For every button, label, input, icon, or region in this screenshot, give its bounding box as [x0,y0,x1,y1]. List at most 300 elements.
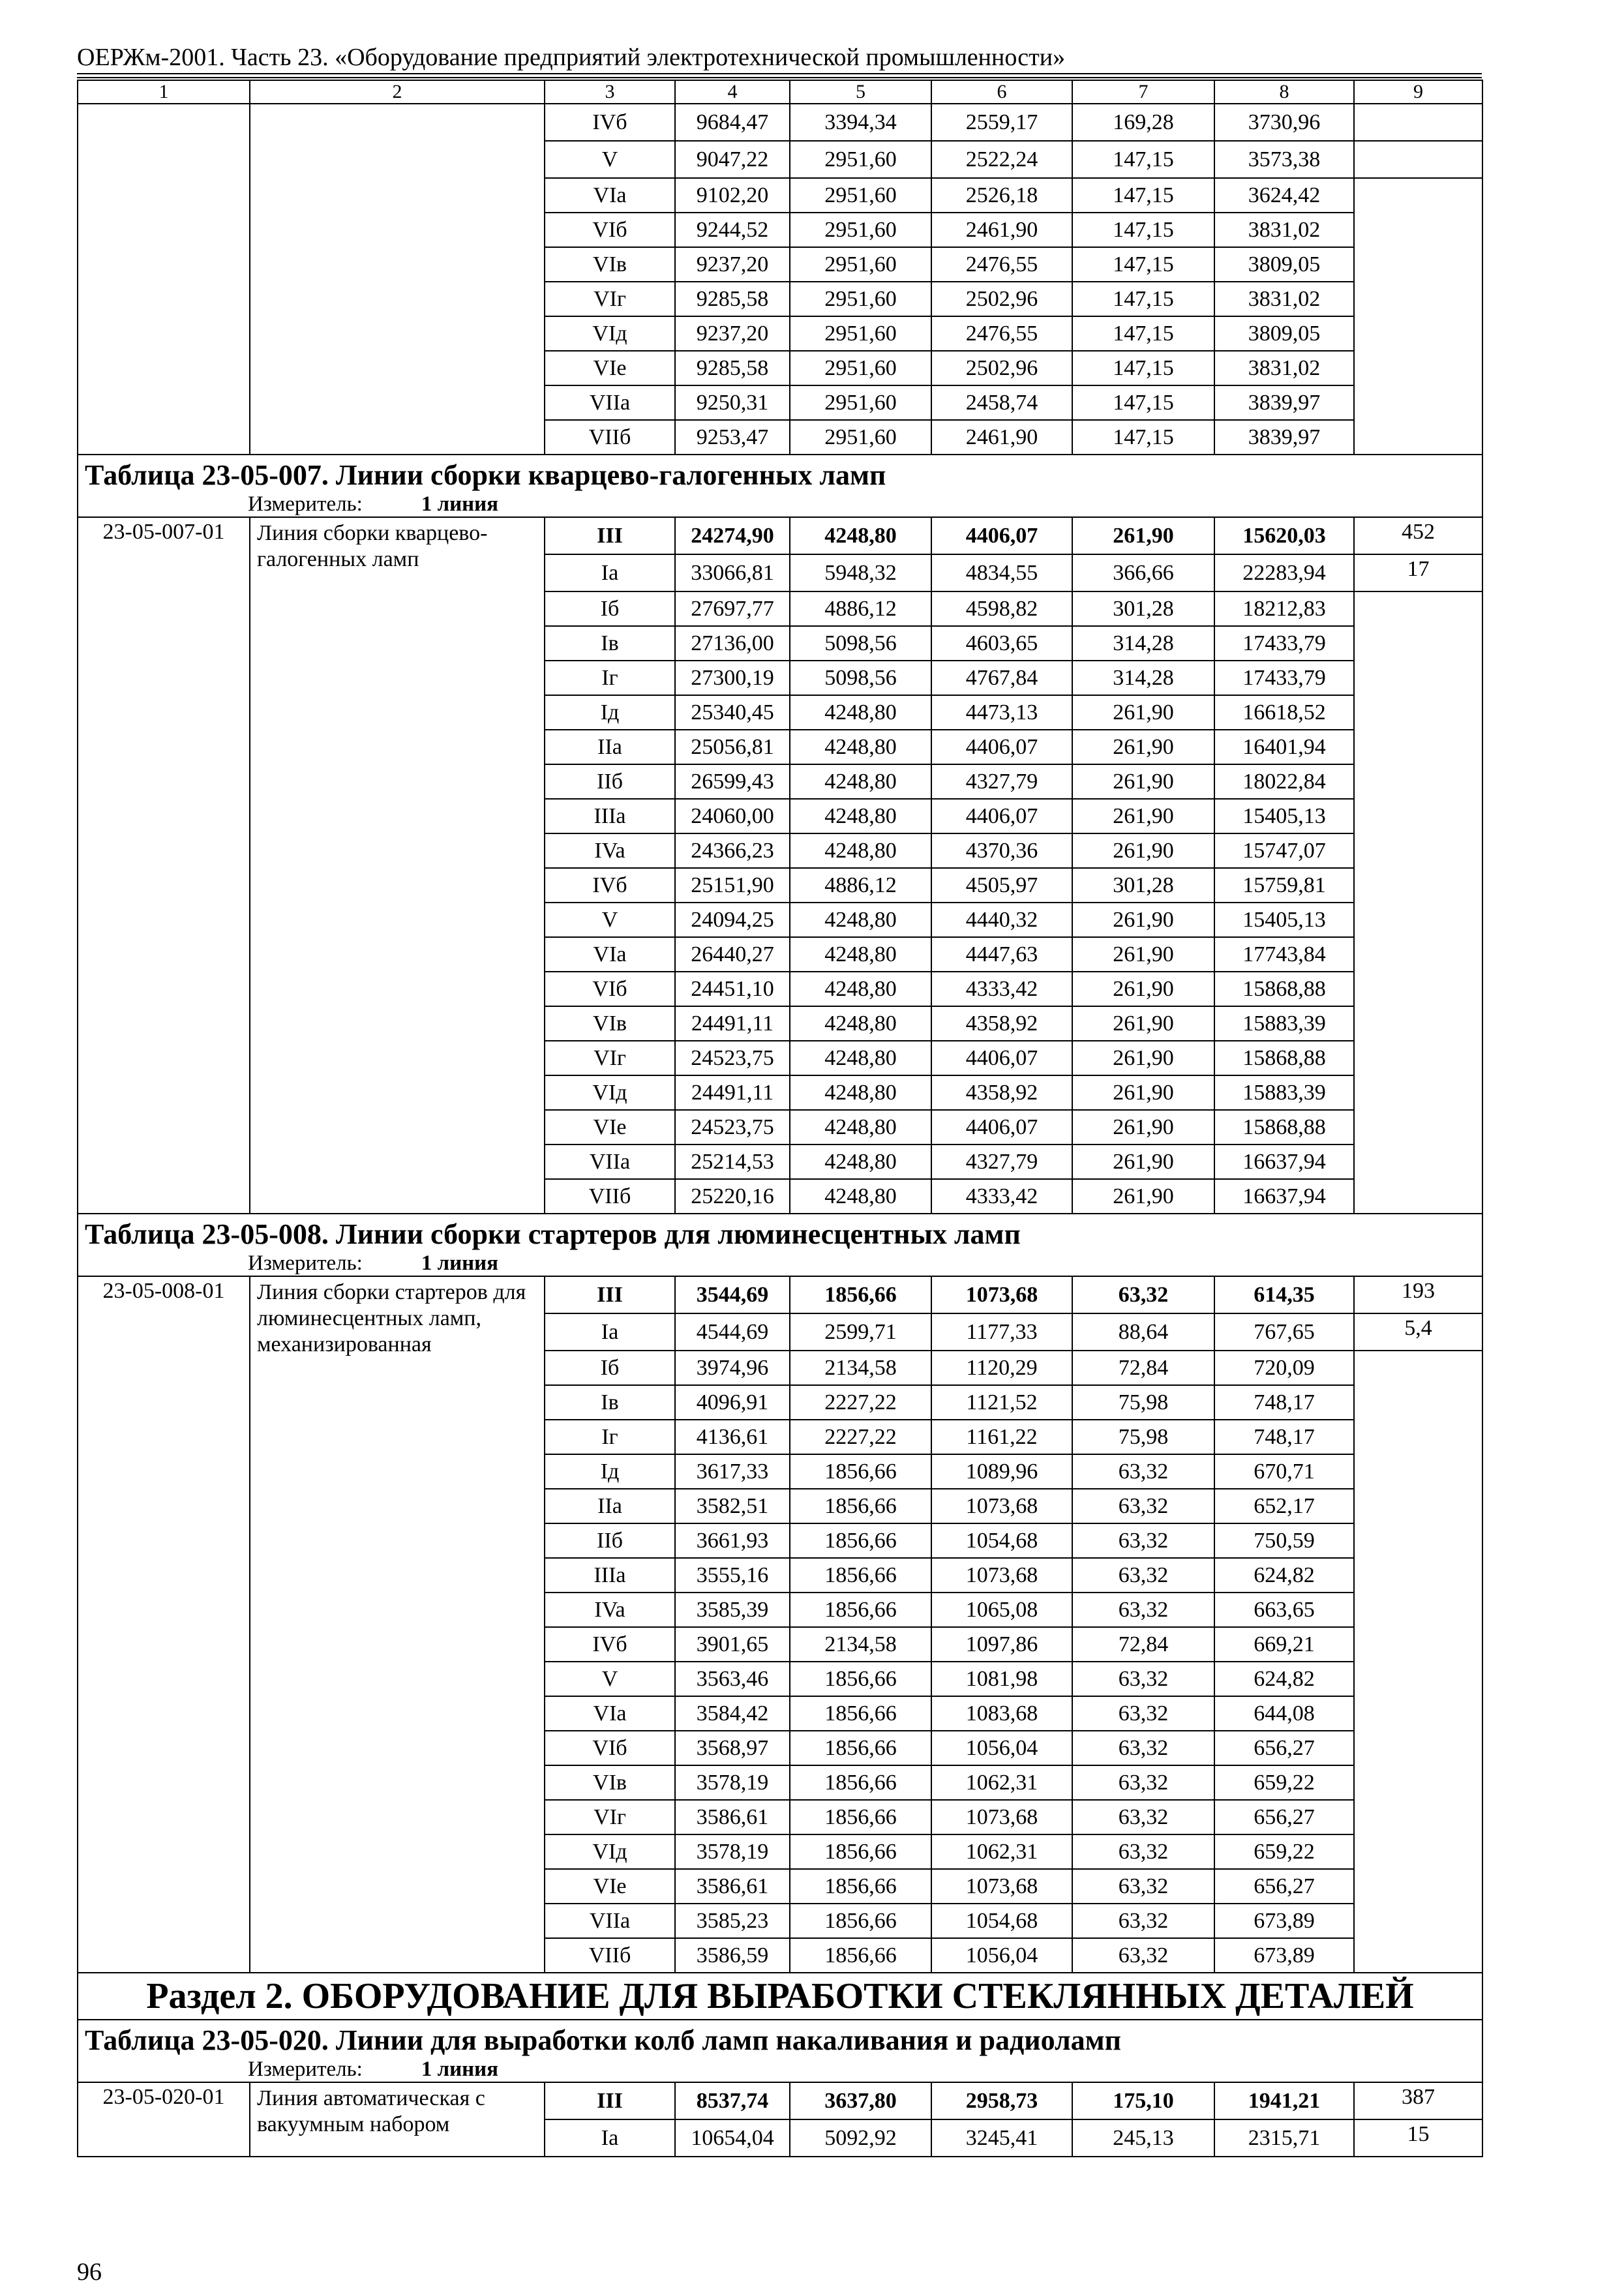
value-cell: 3573,38 [1214,141,1354,178]
value-cell: 4834,55 [931,554,1072,591]
value-cell: 366,66 [1072,554,1214,591]
value-cell: 9244,52 [675,213,790,247]
value-cell: 3586,61 [675,1800,790,1834]
value-cell: 2476,55 [931,247,1072,282]
value-cell: 3809,05 [1214,316,1354,351]
value-cell: 5948,32 [790,554,931,591]
col9-value: 452 [1354,517,1482,554]
value-cell: 63,32 [1072,1558,1214,1593]
value-cell: 26599,43 [675,764,790,799]
table-title: Таблица 23-05-007. Линии сборки кварцево-галогенных ламп [85,459,886,491]
value-cell: 1097,86 [931,1627,1072,1662]
value-cell: 1056,04 [931,1731,1072,1765]
column-number: 3 [545,80,675,104]
region-cell: V [545,1662,675,1696]
value-cell: 2502,96 [931,351,1072,385]
value-cell: 72,84 [1072,1351,1214,1385]
value-cell: 3555,16 [675,1558,790,1593]
value-cell: 2461,90 [931,420,1072,455]
value-cell: 3578,19 [675,1834,790,1869]
region-cell: V [545,141,675,178]
region-cell: VIIб [545,420,675,455]
region-cell: VIб [545,1731,675,1765]
value-cell: 15759,81 [1214,868,1354,903]
value-cell: 16618,52 [1214,695,1354,730]
value-cell: 25340,45 [675,695,790,730]
value-cell: 4358,92 [931,1006,1072,1041]
value-cell: 767,65 [1214,1313,1354,1351]
value-cell: 15620,03 [1214,517,1354,554]
value-cell: 15868,88 [1214,1110,1354,1144]
column-number: 4 [675,80,790,104]
value-cell: 4598,82 [931,591,1072,626]
value-cell: 2951,60 [790,385,931,420]
value-cell: 3586,61 [675,1869,790,1904]
value-cell: 4406,07 [931,1110,1072,1144]
region-cell: Iв [545,1385,675,1420]
value-cell: 1054,68 [931,1523,1072,1558]
value-cell: 261,90 [1072,1006,1214,1041]
value-cell: 25151,90 [675,868,790,903]
table-row [78,1276,1482,1313]
region-cell: VIIa [545,385,675,420]
value-cell: 27300,19 [675,661,790,695]
value-cell: 2951,60 [790,351,931,385]
value-cell: 4544,69 [675,1313,790,1351]
value-cell: 169,28 [1072,104,1214,141]
value-cell: 2951,60 [790,316,931,351]
norm-name: Линия автоматическая с вакуумным набором [250,2082,545,2157]
value-cell: 4248,80 [790,730,931,764]
region-cell: VIд [545,316,675,351]
header-rule [77,77,1482,78]
value-cell: 1856,66 [790,1800,931,1834]
value-cell: 1121,52 [931,1385,1072,1420]
value-cell: 3831,02 [1214,282,1354,316]
value-cell: 2599,71 [790,1313,931,1351]
table-row [78,2082,1482,2119]
value-cell: 63,32 [1072,1869,1214,1904]
value-cell: 3568,97 [675,1731,790,1765]
section-row [78,1973,1482,2020]
value-cell: 147,15 [1072,351,1214,385]
value-cell: 26440,27 [675,937,790,972]
value-cell: 15883,39 [1214,1006,1354,1041]
region-cell: VIб [545,213,675,247]
value-cell: 2227,22 [790,1420,931,1454]
value-cell: 147,15 [1072,420,1214,455]
value-cell: 261,90 [1072,730,1214,764]
value-cell: 9237,20 [675,316,790,351]
column-number: 9 [1354,80,1482,104]
value-cell: 24491,11 [675,1075,790,1110]
value-cell: 1856,66 [790,1454,931,1489]
value-cell: 2502,96 [931,282,1072,316]
region-cell: IIIa [545,1558,675,1593]
region-cell: VIe [545,1110,675,1144]
value-cell: 25214,53 [675,1144,790,1179]
value-cell: 4603,65 [931,626,1072,661]
value-cell: 147,15 [1072,247,1214,282]
region-cell: III [545,2082,675,2119]
value-cell: 2134,58 [790,1627,931,1662]
value-cell: 261,90 [1072,833,1214,868]
value-cell: 4248,80 [790,937,931,972]
table-title-cell [78,455,1482,517]
value-cell: 3584,42 [675,1696,790,1731]
region-cell: IVa [545,833,675,868]
value-cell: 4248,80 [790,517,931,554]
value-cell: 748,17 [1214,1420,1354,1454]
value-cell: 2958,73 [931,2082,1072,2119]
region-cell: Ia [545,554,675,591]
value-cell: 301,28 [1072,591,1214,626]
value-cell: 2461,90 [931,213,1072,247]
value-cell: 1056,04 [931,1938,1072,1973]
value-cell: 4248,80 [790,1110,931,1144]
value-cell: 1120,29 [931,1351,1072,1385]
value-cell: 1073,68 [931,1869,1072,1904]
column-number-row [78,80,1482,104]
value-cell: 261,90 [1072,1041,1214,1075]
value-cell: 72,84 [1072,1627,1214,1662]
value-cell: 4886,12 [790,591,931,626]
value-cell: 1856,66 [790,1696,931,1731]
region-cell: VIд [545,1834,675,1869]
value-cell: 2522,24 [931,141,1072,178]
value-cell: 1073,68 [931,1489,1072,1523]
value-cell: 1161,22 [931,1420,1072,1454]
value-cell: 3974,96 [675,1351,790,1385]
col9-empty [1354,1351,1482,1973]
norm-name [250,104,545,455]
value-cell: 1856,66 [790,1731,931,1765]
value-cell: 63,32 [1072,1765,1214,1800]
region-cell: Iд [545,695,675,730]
value-cell: 1089,96 [931,1454,1072,1489]
value-cell: 750,59 [1214,1523,1354,1558]
value-cell: 63,32 [1072,1834,1214,1869]
table-title-cell [78,2020,1482,2082]
region-cell: VIг [545,1800,675,1834]
value-cell: 4248,80 [790,1006,931,1041]
value-cell: 1856,66 [790,1662,931,1696]
region-cell: VIб [545,972,675,1006]
value-cell: 63,32 [1072,1938,1214,1973]
value-cell: 1856,66 [790,1869,931,1904]
table-title-row [78,1214,1482,1276]
region-cell: VIд [545,1075,675,1110]
value-cell: 4096,91 [675,1385,790,1420]
value-cell: 63,32 [1072,1523,1214,1558]
value-cell: 147,15 [1072,141,1214,178]
region-cell: VIIб [545,1179,675,1214]
value-cell: 3578,19 [675,1765,790,1800]
col9-value [1354,104,1482,141]
value-cell: 33066,81 [675,554,790,591]
col9-value [1354,141,1482,178]
value-cell: 8537,74 [675,2082,790,2119]
value-cell: 147,15 [1072,385,1214,420]
value-cell: 63,32 [1072,1800,1214,1834]
value-cell: 1083,68 [931,1696,1072,1731]
region-cell: Iб [545,591,675,626]
column-number: 8 [1214,80,1354,104]
value-cell: 4370,36 [931,833,1072,868]
value-cell: 4248,80 [790,1075,931,1110]
norms-table [77,80,1483,2157]
value-cell: 261,90 [1072,903,1214,937]
value-cell: 1856,66 [790,1593,931,1627]
norm-code: 23-05-008-01 [78,1276,250,1973]
value-cell: 4406,07 [931,517,1072,554]
value-cell: 4406,07 [931,799,1072,833]
value-cell: 1856,66 [790,1523,931,1558]
value-cell: 4248,80 [790,972,931,1006]
region-cell: VIв [545,247,675,282]
norm-code [78,104,250,455]
value-cell: 2951,60 [790,247,931,282]
norm-name: Линия сборки кварцево-галогенных ламп [250,517,545,1214]
value-cell: 3245,41 [931,2119,1072,2157]
value-cell: 261,90 [1072,972,1214,1006]
value-cell: 748,17 [1214,1385,1354,1420]
value-cell: 27136,00 [675,626,790,661]
value-cell: 9285,58 [675,351,790,385]
value-cell: 670,71 [1214,1454,1354,1489]
value-cell: 9253,47 [675,420,790,455]
region-cell: IVб [545,1627,675,1662]
value-cell: 4248,80 [790,1144,931,1179]
measure-value: 1 линия [421,1251,499,1275]
region-cell: VIa [545,937,675,972]
value-cell: 63,32 [1072,1662,1214,1696]
column-number: 7 [1072,80,1214,104]
value-cell: 4248,80 [790,764,931,799]
value-cell: 261,90 [1072,937,1214,972]
region-cell: Ia [545,2119,675,2157]
value-cell: 16401,94 [1214,730,1354,764]
value-cell: 261,90 [1072,1075,1214,1110]
value-cell: 673,89 [1214,1904,1354,1938]
region-cell: Iб [545,1351,675,1385]
value-cell: 652,17 [1214,1489,1354,1523]
value-cell: 4248,80 [790,833,931,868]
region-cell: VIe [545,351,675,385]
value-cell: 17743,84 [1214,937,1354,972]
value-cell: 1065,08 [931,1593,1072,1627]
value-cell: 4886,12 [790,868,931,903]
column-number: 1 [78,80,250,104]
value-cell: 314,28 [1072,626,1214,661]
value-cell: 624,82 [1214,1662,1354,1696]
value-cell: 4136,61 [675,1420,790,1454]
measure-label: Измеритель: [248,492,363,516]
value-cell: 261,90 [1072,764,1214,799]
measure-line [85,1252,1475,1274]
value-cell: 3617,33 [675,1454,790,1489]
value-cell: 4505,97 [931,868,1072,903]
value-cell: 88,64 [1072,1313,1214,1351]
table-title-row [78,2020,1482,2082]
value-cell: 4767,84 [931,661,1072,695]
value-cell: 75,98 [1072,1420,1214,1454]
region-cell: IIa [545,1489,675,1523]
value-cell: 24451,10 [675,972,790,1006]
region-cell: IVa [545,1593,675,1627]
value-cell: 1856,66 [790,1904,931,1938]
value-cell: 5092,92 [790,2119,931,2157]
column-number: 2 [250,80,545,104]
region-cell: IVб [545,868,675,903]
value-cell: 3637,80 [790,2082,931,2119]
value-cell: 2315,71 [1214,2119,1354,2157]
value-cell: 1054,68 [931,1904,1072,1938]
region-cell: VIIa [545,1904,675,1938]
value-cell: 15405,13 [1214,799,1354,833]
value-cell: 9237,20 [675,247,790,282]
value-cell: 63,32 [1072,1489,1214,1523]
value-cell: 2951,60 [790,213,931,247]
value-cell: 4248,80 [790,903,931,937]
value-cell: 147,15 [1072,178,1214,213]
value-cell: 15868,88 [1214,1041,1354,1075]
value-cell: 3831,02 [1214,213,1354,247]
value-cell: 175,10 [1072,2082,1214,2119]
region-cell: Ia [545,1313,675,1351]
col9-value: 193 [1354,1276,1482,1313]
value-cell: 63,32 [1072,1904,1214,1938]
region-cell: VIв [545,1765,675,1800]
value-cell: 3582,51 [675,1489,790,1523]
region-cell: Iг [545,1420,675,1454]
page-number: 96 [77,2258,102,2286]
value-cell: 261,90 [1072,517,1214,554]
value-cell: 1177,33 [931,1313,1072,1351]
value-cell: 4333,42 [931,1179,1072,1214]
measure-value: 1 линия [421,2057,499,2081]
value-cell: 24523,75 [675,1110,790,1144]
measure-line [85,493,1475,515]
value-cell: 18212,83 [1214,591,1354,626]
value-cell: 4248,80 [790,1179,931,1214]
value-cell: 261,90 [1072,799,1214,833]
value-cell: 147,15 [1072,282,1214,316]
value-cell: 75,98 [1072,1385,1214,1420]
value-cell: 673,89 [1214,1938,1354,1973]
norm-code: 23-05-020-01 [78,2082,250,2157]
table-title: Таблица 23-05-008. Линии сборки стартеров для люминесцентных ламп [85,1218,1021,1250]
value-cell: 3661,93 [675,1523,790,1558]
value-cell: 644,08 [1214,1696,1354,1731]
value-cell: 147,15 [1072,316,1214,351]
region-cell: Iд [545,1454,675,1489]
value-cell: 3394,34 [790,104,931,141]
region-cell: IVб [545,104,675,141]
value-cell: 15868,88 [1214,972,1354,1006]
table-title-row [78,455,1482,517]
value-cell: 245,13 [1072,2119,1214,2157]
value-cell: 1073,68 [931,1558,1072,1593]
region-cell: VIг [545,282,675,316]
column-number: 6 [931,80,1072,104]
value-cell: 3901,65 [675,1627,790,1662]
value-cell: 4358,92 [931,1075,1072,1110]
table-row [78,517,1482,554]
value-cell: 2476,55 [931,316,1072,351]
value-cell: 15883,39 [1214,1075,1354,1110]
value-cell: 3624,42 [1214,178,1354,213]
value-cell: 2458,74 [931,385,1072,420]
value-cell: 261,90 [1072,1144,1214,1179]
value-cell: 659,22 [1214,1834,1354,1869]
region-cell: IIIa [545,799,675,833]
measure-value: 1 линия [421,492,499,516]
value-cell: 1856,66 [790,1558,931,1593]
value-cell: 4473,13 [931,695,1072,730]
value-cell: 15405,13 [1214,903,1354,937]
value-cell: 3585,23 [675,1904,790,1938]
value-cell: 25220,16 [675,1179,790,1214]
region-cell: VIe [545,1869,675,1904]
value-cell: 5098,56 [790,626,931,661]
value-cell: 17433,79 [1214,661,1354,695]
value-cell: 659,22 [1214,1765,1354,1800]
value-cell: 4447,63 [931,937,1072,972]
value-cell: 3809,05 [1214,247,1354,282]
value-cell: 9047,22 [675,141,790,178]
value-cell: 63,32 [1072,1454,1214,1489]
value-cell: 1856,66 [790,1834,931,1869]
value-cell: 3586,59 [675,1938,790,1973]
region-cell: IIб [545,1523,675,1558]
value-cell: 720,09 [1214,1351,1354,1385]
value-cell: 24274,90 [675,517,790,554]
value-cell: 4406,07 [931,730,1072,764]
region-cell: IIб [545,764,675,799]
value-cell: 18022,84 [1214,764,1354,799]
norm-code: 23-05-007-01 [78,517,250,1214]
value-cell: 2227,22 [790,1385,931,1420]
value-cell: 4248,80 [790,1041,931,1075]
value-cell: 15747,07 [1214,833,1354,868]
value-cell: 16637,94 [1214,1144,1354,1179]
value-cell: 4333,42 [931,972,1072,1006]
region-cell: Iв [545,626,675,661]
running-header: ОЕРЖм-2001. Часть 23. «Оборудование предприятий электротехнической промышленности» [77,44,1066,71]
value-cell: 614,35 [1214,1276,1354,1313]
col9-empty [1354,591,1482,1214]
region-cell: Iг [545,661,675,695]
value-cell: 261,90 [1072,695,1214,730]
value-cell: 3585,39 [675,1593,790,1627]
region-cell: VIIa [545,1144,675,1179]
col9-value: 5,4 [1354,1313,1482,1351]
region-cell: VIa [545,178,675,213]
value-cell: 1062,31 [931,1765,1072,1800]
value-cell: 261,90 [1072,1179,1214,1214]
value-cell: 3839,97 [1214,385,1354,420]
value-cell: 1856,66 [790,1276,931,1313]
value-cell: 4327,79 [931,764,1072,799]
value-cell: 63,32 [1072,1593,1214,1627]
value-cell: 24523,75 [675,1041,790,1075]
value-cell: 9250,31 [675,385,790,420]
value-cell: 4248,80 [790,799,931,833]
value-cell: 1062,31 [931,1834,1072,1869]
value-cell: 1856,66 [790,1938,931,1973]
col9-value: 387 [1354,2082,1482,2119]
